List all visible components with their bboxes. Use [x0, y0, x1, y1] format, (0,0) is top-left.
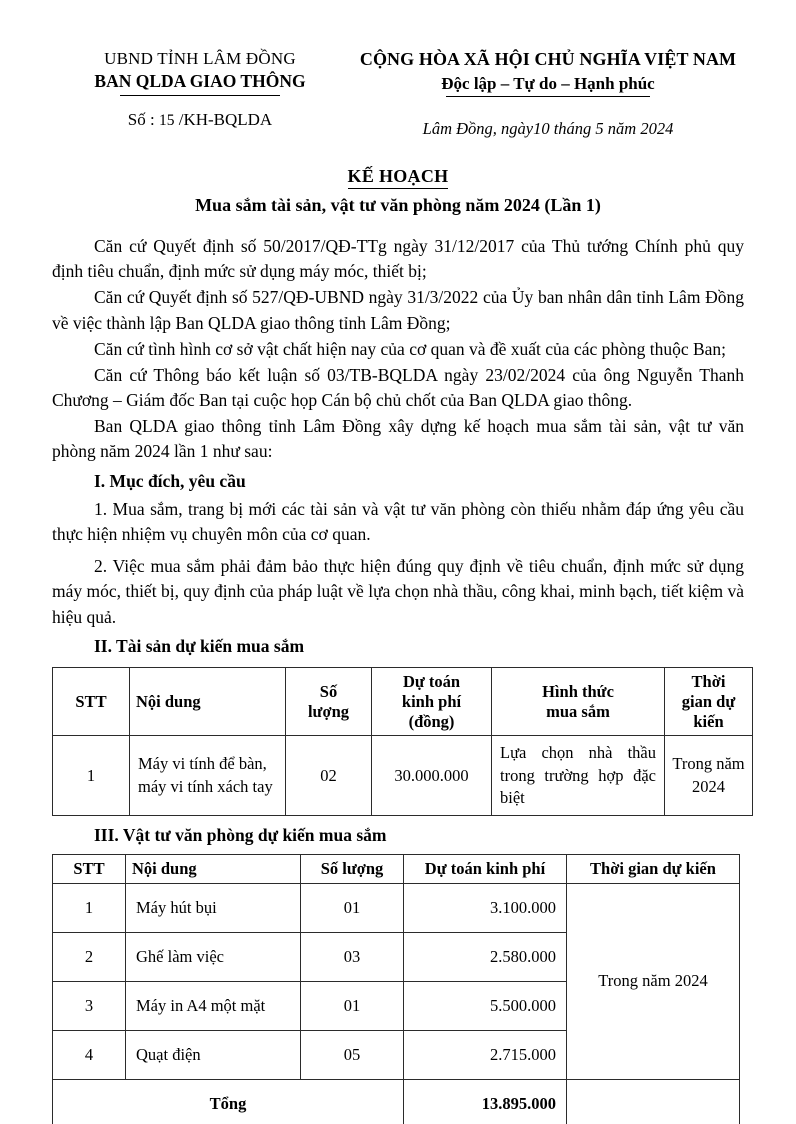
- table-total-row: [53, 1079, 740, 1124]
- national-heading: CỘNG HÒA XÃ HỘI CHỦ NGHĨA VIỆT NAM: [359, 49, 737, 69]
- document-title-block: [0, 166, 796, 216]
- supplies-table-wrapper: [0, 854, 796, 1124]
- section-iii-wrapper: [0, 825, 796, 846]
- supplies-cell-soluong: 05: [301, 1030, 404, 1079]
- issuing-parent-org: UBND TỈNH LÂM ĐỒNG: [104, 49, 296, 68]
- supplies-col-noidung: Nội dung: [126, 855, 301, 884]
- assets-col-stt: STT: [53, 667, 130, 735]
- assets-col-hinhthuc: [492, 667, 665, 735]
- assets-col-thoigian-line1: Thời: [691, 671, 726, 691]
- national-motto: Độc lập – Tự do – Hạnh phúc: [441, 73, 654, 97]
- assets-table: [52, 667, 753, 816]
- paragraph-basis-1: Căn cứ Quyết định số 50/2017/QĐ-TTg ngày 31/12/2017 của Thủ tướng Chính phủ quy định tiêu chuẩn, định mức sử dụng máy móc, thiết bị;: [52, 235, 744, 282]
- paragraph-basis-4: Căn cứ Thông báo kết luận số 03/TB-BQLDA ngày 23/02/2024 của ông Nguyễn Thanh Chương – Giám đốc Ban tại cuộc họp Cán bộ chủ chốt của Ban QLDA giao thông.: [52, 364, 744, 411]
- supplies-col-stt: STT: [53, 855, 126, 884]
- supplies-cell-stt: 2: [53, 932, 126, 981]
- supplies-cell-stt: 3: [53, 981, 126, 1030]
- section-i-item-2: 2. Việc mua sắm phải đảm bảo thực hiện đúng quy định về tiêu chuẩn, định mức sử dụng máy móc, thiết bị, quy định của pháp luật về lựa chọn nhà thầu, công khai, minh bạch, tiết kiệm và hiệu quả.: [52, 556, 744, 627]
- assets-table-wrapper: [0, 667, 796, 816]
- table-row: [53, 883, 740, 932]
- assets-cell-dutoan: 30.000.000: [372, 736, 492, 816]
- document-number-label: Số :: [127, 109, 159, 129]
- supplies-cell-noidung: Quạt điện: [126, 1030, 301, 1079]
- supplies-cell-stt: 1: [53, 883, 126, 932]
- assets-table-head: [53, 667, 753, 735]
- supplies-cell-dutoan: 2.715.000: [404, 1030, 567, 1079]
- document-subtitle: Mua sắm tài sản, vật tư văn phòng năm 2024 (Lần 1): [195, 194, 601, 215]
- assets-col-thoigian-line3: kiến: [693, 711, 724, 731]
- assets-col-soluong-line1: Số: [319, 681, 338, 701]
- header-left-block: [50, 48, 350, 131]
- supplies-cell-soluong: 01: [301, 981, 404, 1030]
- supplies-cell-soluong: 01: [301, 883, 404, 932]
- supplies-cell-soluong: 03: [301, 932, 404, 981]
- assets-col-thoigian: [665, 667, 753, 735]
- paragraph-basis-3: Căn cứ tình hình cơ sở vật chất hiện nay của cơ quan và đề xuất của các phòng thuộc Ban;: [94, 338, 727, 359]
- assets-cell-noidung: Máy vi tính để bàn, máy vi tính xách tay: [130, 736, 286, 816]
- assets-col-dutoan-line3: (đồng): [408, 711, 455, 731]
- assets-table-body: [53, 736, 753, 816]
- issuing-org-name: BAN QLDA GIAO THÔNG: [94, 70, 305, 95]
- supplies-total-label: Tổng: [53, 1079, 404, 1124]
- supplies-total-empty-cell: [567, 1079, 740, 1124]
- assets-col-noidung: Nội dung: [130, 667, 286, 735]
- paragraph-basis-2: Căn cứ Quyết định số 527/QĐ-UBND ngày 31/3/2022 của Ủy ban nhân dân tỉnh Lâm Đồng về việc thành lập Ban QLDA giao thông tỉnh Lâm Đồng;: [52, 287, 744, 333]
- document-title: KẾ HOẠCH: [348, 166, 449, 189]
- paragraph-intro: Ban QLDA giao thông tỉnh Lâm Đồng xây dựng kế hoạch mua sắm tài sản, vật tư văn phòng năm 2024 lần 1 như sau:: [52, 416, 744, 462]
- section-i-item-1: 1. Mua sắm, trang bị mới các tài sản và vật tư văn phòng còn thiếu nhằm đáp ứng yêu cầu thực hiện nhiệm vụ chuyên môn của cơ quan.: [52, 498, 744, 545]
- assets-col-hinhthuc-line1: Hình thức: [542, 681, 614, 701]
- document-body: [0, 234, 796, 659]
- assets-col-dutoan-line1: Dự toán: [402, 671, 461, 691]
- table-header-row: [53, 667, 753, 735]
- supplies-cell-noidung: Máy hút bụi: [126, 883, 301, 932]
- place-and-date: Lâm Đồng, ngày10 tháng 5 năm 2024: [422, 119, 674, 139]
- supplies-table-head: [53, 855, 740, 884]
- header-right-block: [350, 48, 746, 140]
- table-header-row: [53, 855, 740, 884]
- section-heading-i: I. Mục đích, yêu cầu: [94, 470, 246, 491]
- assets-col-soluong: [286, 667, 372, 735]
- document-number-suffix: /KH-BQLDA: [174, 109, 273, 129]
- supplies-col-dutoan: Dự toán kinh phí: [404, 855, 567, 884]
- assets-col-thoigian-line2: gian dự: [681, 691, 736, 711]
- table-row: [53, 736, 753, 816]
- supplies-col-thoigian: Thời gian dự kiến: [567, 855, 740, 884]
- assets-cell-stt: 1: [53, 736, 130, 816]
- supplies-col-soluong: Số lượng: [301, 855, 404, 884]
- supplies-cell-dutoan: 2.580.000: [404, 932, 567, 981]
- assets-cell-hinhthuc: Lựa chọn nhà thầu trong trường hợp đặc biệt: [492, 736, 665, 816]
- supplies-cell-dutoan: 3.100.000: [404, 883, 567, 932]
- supplies-table: [52, 854, 740, 1124]
- supplies-total-value: 13.895.000: [404, 1079, 567, 1124]
- supplies-cell-noidung: Ghế làm việc: [126, 932, 301, 981]
- section-heading-iii: III. Vật tư văn phòng dự kiến mua sắm: [94, 825, 387, 846]
- supplies-cell-noidung: Máy in A4 một mặt: [126, 981, 301, 1030]
- section-heading-ii: II. Tài sản dự kiến mua sắm: [94, 635, 305, 656]
- assets-col-dutoan: [372, 667, 492, 735]
- assets-col-dutoan-line2: kinh phí: [401, 691, 462, 711]
- assets-col-soluong-line2: lượng: [307, 701, 350, 721]
- assets-col-hinhthuc-line2: mua sắm: [546, 701, 610, 721]
- document-number-line: [50, 109, 350, 131]
- supplies-cell-dutoan: 5.500.000: [404, 981, 567, 1030]
- assets-cell-soluong: 02: [286, 736, 372, 816]
- assets-cell-thoigian: Trong năm 2024: [665, 736, 753, 816]
- supplies-cell-thoigian-merged: Trong năm 2024: [567, 883, 740, 1079]
- document-number-value: 15: [158, 111, 175, 129]
- supplies-cell-stt: 4: [53, 1030, 126, 1079]
- document-header: [0, 0, 796, 140]
- supplies-table-body: [53, 883, 740, 1124]
